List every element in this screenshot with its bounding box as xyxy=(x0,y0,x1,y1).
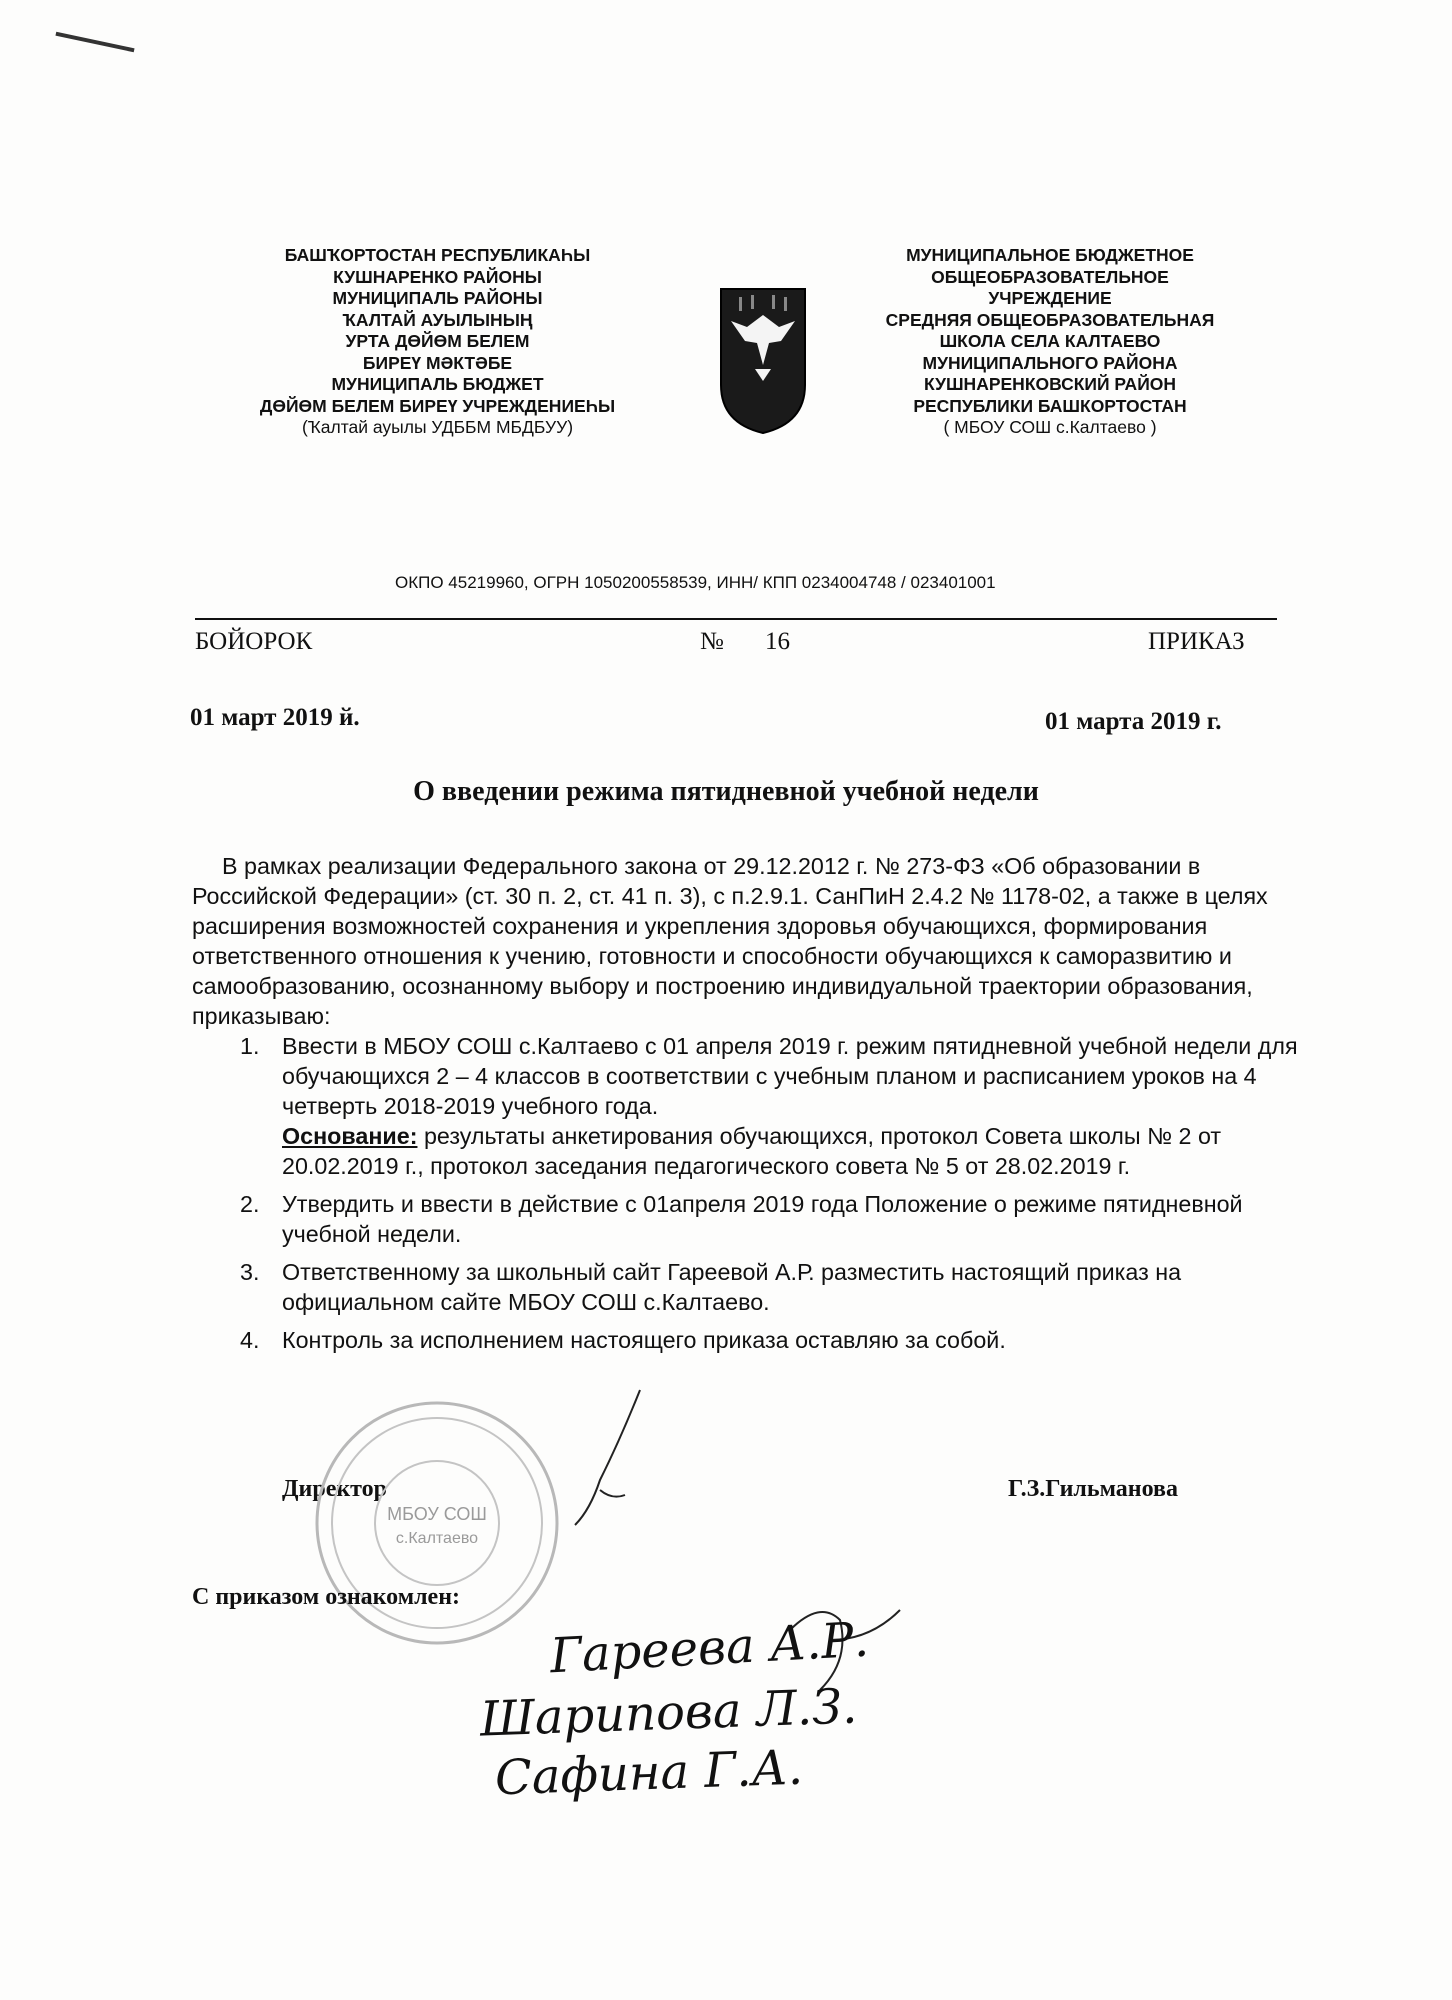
handwritten-name-3: Сафина Г.А. xyxy=(494,1739,804,1807)
header-right-line: КУШНАРЕНКОВСКИЙ РАЙОН xyxy=(923,374,1177,394)
item-text: Ввести в МБОУ СОШ с.Калтаево с 01 апреля 2019 г. режим пятидневной учебной недели для обучающихся 2 – 4 классов в соответствии с учебным планом и расписанием уроков на 4 четверть 2018-2019 учебного года. xyxy=(282,1033,1298,1119)
header-right-line: ОБЩЕОБРАЗОВАТЕЛЬНОЕ xyxy=(931,266,1169,287)
date-bashkir: 01 март 2019 й. xyxy=(190,704,360,731)
header-left-line: ҠАЛТАЙ АУЫЛЫНЫҢ xyxy=(342,309,533,330)
document-body xyxy=(192,851,1322,1363)
list-item xyxy=(192,1031,1322,1181)
item-number: 4. xyxy=(240,1327,260,1353)
header-left xyxy=(205,245,670,439)
order-items xyxy=(192,1031,1322,1355)
item-number: 1. xyxy=(240,1033,260,1059)
header-right-line: ШКОЛА СЕЛА КАЛТАЕВО xyxy=(939,331,1161,351)
seal-text: МБОУ СОШ xyxy=(387,1504,487,1524)
date-russian: 01 марта 2019 г. xyxy=(1045,708,1222,735)
pen-mark xyxy=(55,32,134,53)
order-number-label: № xyxy=(700,628,724,655)
header-left-line: БИРЕҮ МӘКТӘБЕ xyxy=(362,352,513,373)
basis-label: Основание: xyxy=(282,1123,418,1149)
preamble: В рамках реализации Федерального закона от 29.12.2012 г. № 273-ФЗ «Об образовании в Российской Федерации» (ст. 30 п. 2, ст. 41 п. 3), с п.2.9.1. СанПиН 2.4.2 № 1178-02, а также в целях расширения возможностей сохранения и укрепления здоровья обучающихся, формирования ответственного отношения к учению, готовности и способности обучающихся к саморазвитию и самообразованию, осознанному выбору и построению индивидуальной траектории образования, приказываю: xyxy=(192,853,1268,1029)
header-left-line: МУНИЦИПАЛЬ БЮДЖЕТ xyxy=(331,374,544,394)
header-right xyxy=(820,245,1280,439)
header-right-line: СРЕДНЯЯ ОБЩЕОБРАЗОВАТЕЛЬНАЯ xyxy=(885,309,1215,330)
signatory-role: Директор xyxy=(282,1476,387,1502)
coat-of-arms-icon xyxy=(717,285,809,435)
header-left-abbr: (Ҡалтай ауылы УДББМ МБДБУУ) xyxy=(301,417,574,437)
header-left-line: УРТА ДӨЙӨМ БЕЛЕМ xyxy=(345,331,530,351)
order-word-right: ПРИКАЗ xyxy=(1148,628,1245,655)
acknowledged-label: С приказом ознакомлен: xyxy=(192,1584,461,1610)
registry-codes: ОКПО 45219960, ОГРН 1050200558539, ИНН/ КПП 0234004748 / 023401001 xyxy=(395,573,996,592)
header-left-line: ДӨЙӨМ БЕЛЕМ БИРЕҮ УЧРЕЖДЕНИЕҺЫ xyxy=(259,395,616,416)
header-divider xyxy=(195,618,1277,620)
header-right-line: МУНИЦИПАЛЬНОГО РАЙОНА xyxy=(922,352,1178,373)
item-text: Контроль за исполнением настоящего приказа оставляю за собой. xyxy=(282,1327,1006,1353)
header-left-line: МУНИЦИПАЛЬ РАЙОНЫ xyxy=(332,288,543,308)
item-number: 2. xyxy=(240,1191,260,1217)
item-basis xyxy=(282,1121,1322,1181)
seal-subtext: с.Калтаево xyxy=(395,1530,479,1547)
header-right-abbr: ( МБОУ СОШ с.Калтаево ) xyxy=(943,417,1157,437)
header-right-line: РЕСПУБЛИКИ БАШКОРТОСТАН xyxy=(913,395,1187,416)
handwritten-name-2: Шарипова Л.З. xyxy=(479,1678,859,1748)
basis-text: результаты анкетирования обучающихся, протокол Совета школы № 2 от 20.02.2019 г., протокол заседания педагогического совета № 5 от 28.02.2019 г. xyxy=(282,1123,1222,1179)
document-title: О введении режима пятидневной учебной недели xyxy=(413,776,1039,807)
item-number: 3. xyxy=(240,1259,260,1285)
list-item xyxy=(192,1257,1322,1317)
director-signature xyxy=(575,1390,640,1525)
order-number: 16 xyxy=(765,628,790,655)
handwritten-name-1: Гареева А.Р. xyxy=(548,1611,871,1685)
signatory-name: Г.З.Гильманова xyxy=(1008,1476,1178,1502)
item-text: Утвердить и ввести в действие с 01апреля 2019 года Положение о режиме пятидневной учебной недели. xyxy=(282,1191,1243,1247)
list-item xyxy=(192,1325,1322,1355)
item-text: Ответственному за школьный сайт Гареевой А.Р. разместить настоящий приказ на официальном сайте МБОУ СОШ с.Калтаево. xyxy=(282,1259,1182,1315)
header-right-line: УЧРЕЖДЕНИЕ xyxy=(988,288,1112,308)
header-left-line: БАШҠОРТОСТАН РЕСПУБЛИКАҺЫ xyxy=(284,245,591,265)
order-word-left: БОЙОРОК xyxy=(195,628,313,655)
list-item xyxy=(192,1189,1322,1249)
header-right-line: МУНИЦИПАЛЬНОЕ БЮДЖЕТНОЕ xyxy=(906,245,1194,265)
header-left-line: КУШНАРЕНКО РАЙОНЫ xyxy=(333,266,542,287)
